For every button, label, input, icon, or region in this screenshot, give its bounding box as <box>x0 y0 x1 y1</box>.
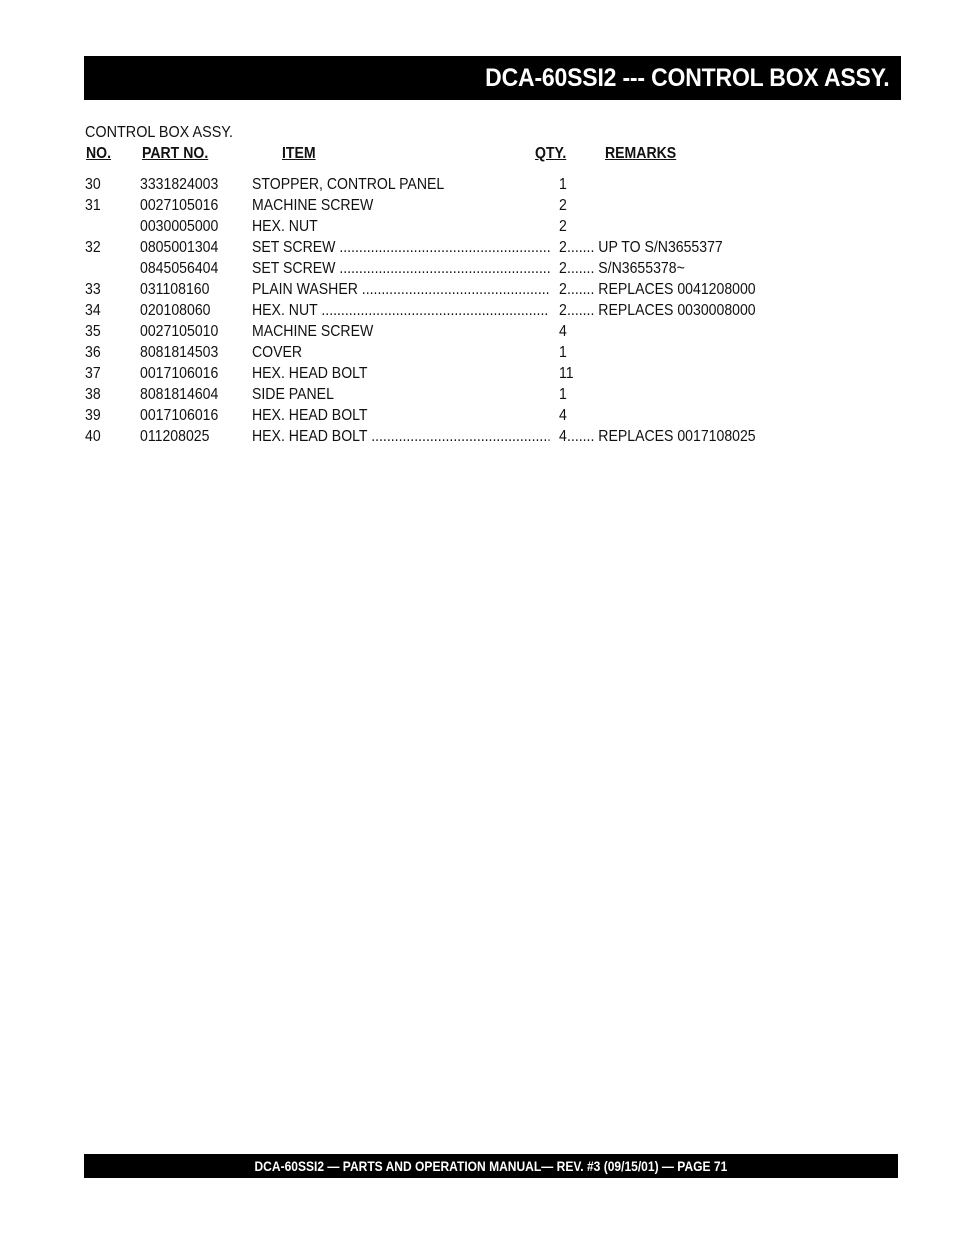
column-header-remarks: REMARKS <box>605 145 677 162</box>
leader-dots: ....... <box>567 428 599 445</box>
leader-dots: ....... <box>567 260 599 277</box>
item-name: SET SCREW ..... <box>252 258 549 279</box>
remarks <box>567 426 756 447</box>
item-name: STOPPER, CONTROL PANEL <box>252 176 445 193</box>
part-number: 0017106016 <box>140 365 219 382</box>
item-name: HEX. NUT ..... <box>252 300 549 321</box>
table-row <box>0 237 954 258</box>
table-row <box>0 426 954 447</box>
page-title-bar <box>84 56 901 100</box>
part-number: 3331824003 <box>140 176 219 193</box>
row-number: 33 <box>85 281 101 298</box>
quantity: 4 <box>559 323 567 340</box>
row-number: 32 <box>85 239 101 256</box>
remarks-text: REPLACES 0030008000 <box>598 302 756 319</box>
part-number: 8081814503 <box>140 344 219 361</box>
item-name: SIDE PANEL <box>252 386 334 403</box>
item-name: SET SCREW ..... <box>252 237 549 258</box>
table-row <box>0 342 954 363</box>
quantity: 2 <box>559 197 567 214</box>
table-row <box>0 279 954 300</box>
part-number: 031108160 <box>140 281 210 298</box>
item-name: MACHINE SCREW <box>252 197 374 214</box>
remarks-text: REPLACES 0041208000 <box>598 281 756 298</box>
quantity: 11 <box>559 365 574 382</box>
row-number: 31 <box>85 197 101 214</box>
quantity: 2 <box>559 260 567 277</box>
column-header-qty: QTY. <box>535 145 567 162</box>
item-name: PLAIN WASHER ..... <box>252 279 549 300</box>
leader-dots: ....... <box>567 281 599 298</box>
leader-dots: ....... <box>567 302 599 319</box>
quantity: 2 <box>559 218 567 235</box>
row-number: 35 <box>85 323 101 340</box>
part-number: 8081814604 <box>140 386 219 403</box>
item-name: HEX. NUT <box>252 218 318 235</box>
part-number: 0017106016 <box>140 407 219 424</box>
footer-bar <box>84 1154 898 1178</box>
remarks <box>567 237 723 258</box>
part-number: 020108060 <box>140 302 211 319</box>
table-row <box>0 405 954 426</box>
item-name: MACHINE SCREW <box>252 323 374 340</box>
row-number: 40 <box>85 428 101 445</box>
item-name: HEX. HEAD BOLT <box>252 365 368 382</box>
column-header-part-no: PART NO. <box>142 145 209 162</box>
table-row <box>0 258 954 279</box>
part-number: 0030005000 <box>140 218 219 235</box>
table-row <box>0 174 954 195</box>
table-row <box>0 300 954 321</box>
remarks-text: REPLACES 0017108025 <box>598 428 756 445</box>
quantity: 1 <box>559 344 567 361</box>
remarks <box>567 258 685 279</box>
table-row <box>0 216 954 237</box>
part-number: 0027105016 <box>140 197 219 214</box>
row-number: 38 <box>85 386 101 403</box>
table-row <box>0 195 954 216</box>
row-number: 39 <box>85 407 101 424</box>
quantity: 4 <box>559 407 567 424</box>
quantity: 4 <box>559 428 567 445</box>
page-title: DCA-60SSI2 --- CONTROL BOX ASSY. <box>484 63 889 92</box>
part-number: 0845056404 <box>140 260 219 277</box>
column-header-no: NO. <box>86 145 112 162</box>
remarks-text: S/N3655378~ <box>598 260 685 277</box>
quantity: 2 <box>559 239 567 256</box>
part-number: 0027105010 <box>140 323 219 340</box>
row-number: 34 <box>85 302 101 319</box>
quantity: 2 <box>559 281 567 298</box>
footer-text: DCA-60SSI2 — PARTS AND OPERATION MANUAL— REV. #3 (09/15/01) — PAGE 71 <box>254 1158 728 1174</box>
table-row <box>0 384 954 405</box>
remarks <box>567 300 756 321</box>
row-number: 37 <box>85 365 101 382</box>
item-name: COVER <box>252 344 303 361</box>
remarks-text: UP TO S/N3655377 <box>598 239 723 256</box>
quantity: 1 <box>559 386 567 403</box>
table-row <box>0 321 954 342</box>
row-number: 30 <box>85 176 101 193</box>
part-number: 0805001304 <box>140 239 219 256</box>
leader-dots: ....... <box>567 239 599 256</box>
section-label: CONTROL BOX ASSY. <box>85 124 234 141</box>
quantity: 2 <box>559 302 567 319</box>
part-number: 011208025 <box>140 428 210 445</box>
item-name: HEX. HEAD BOLT ..... <box>252 426 549 447</box>
column-header-item: ITEM <box>282 145 316 162</box>
row-number: 36 <box>85 344 101 361</box>
remarks <box>567 279 756 300</box>
parts-list <box>0 174 954 447</box>
table-row <box>0 363 954 384</box>
quantity: 1 <box>559 176 567 193</box>
item-name: HEX. HEAD BOLT <box>252 407 368 424</box>
